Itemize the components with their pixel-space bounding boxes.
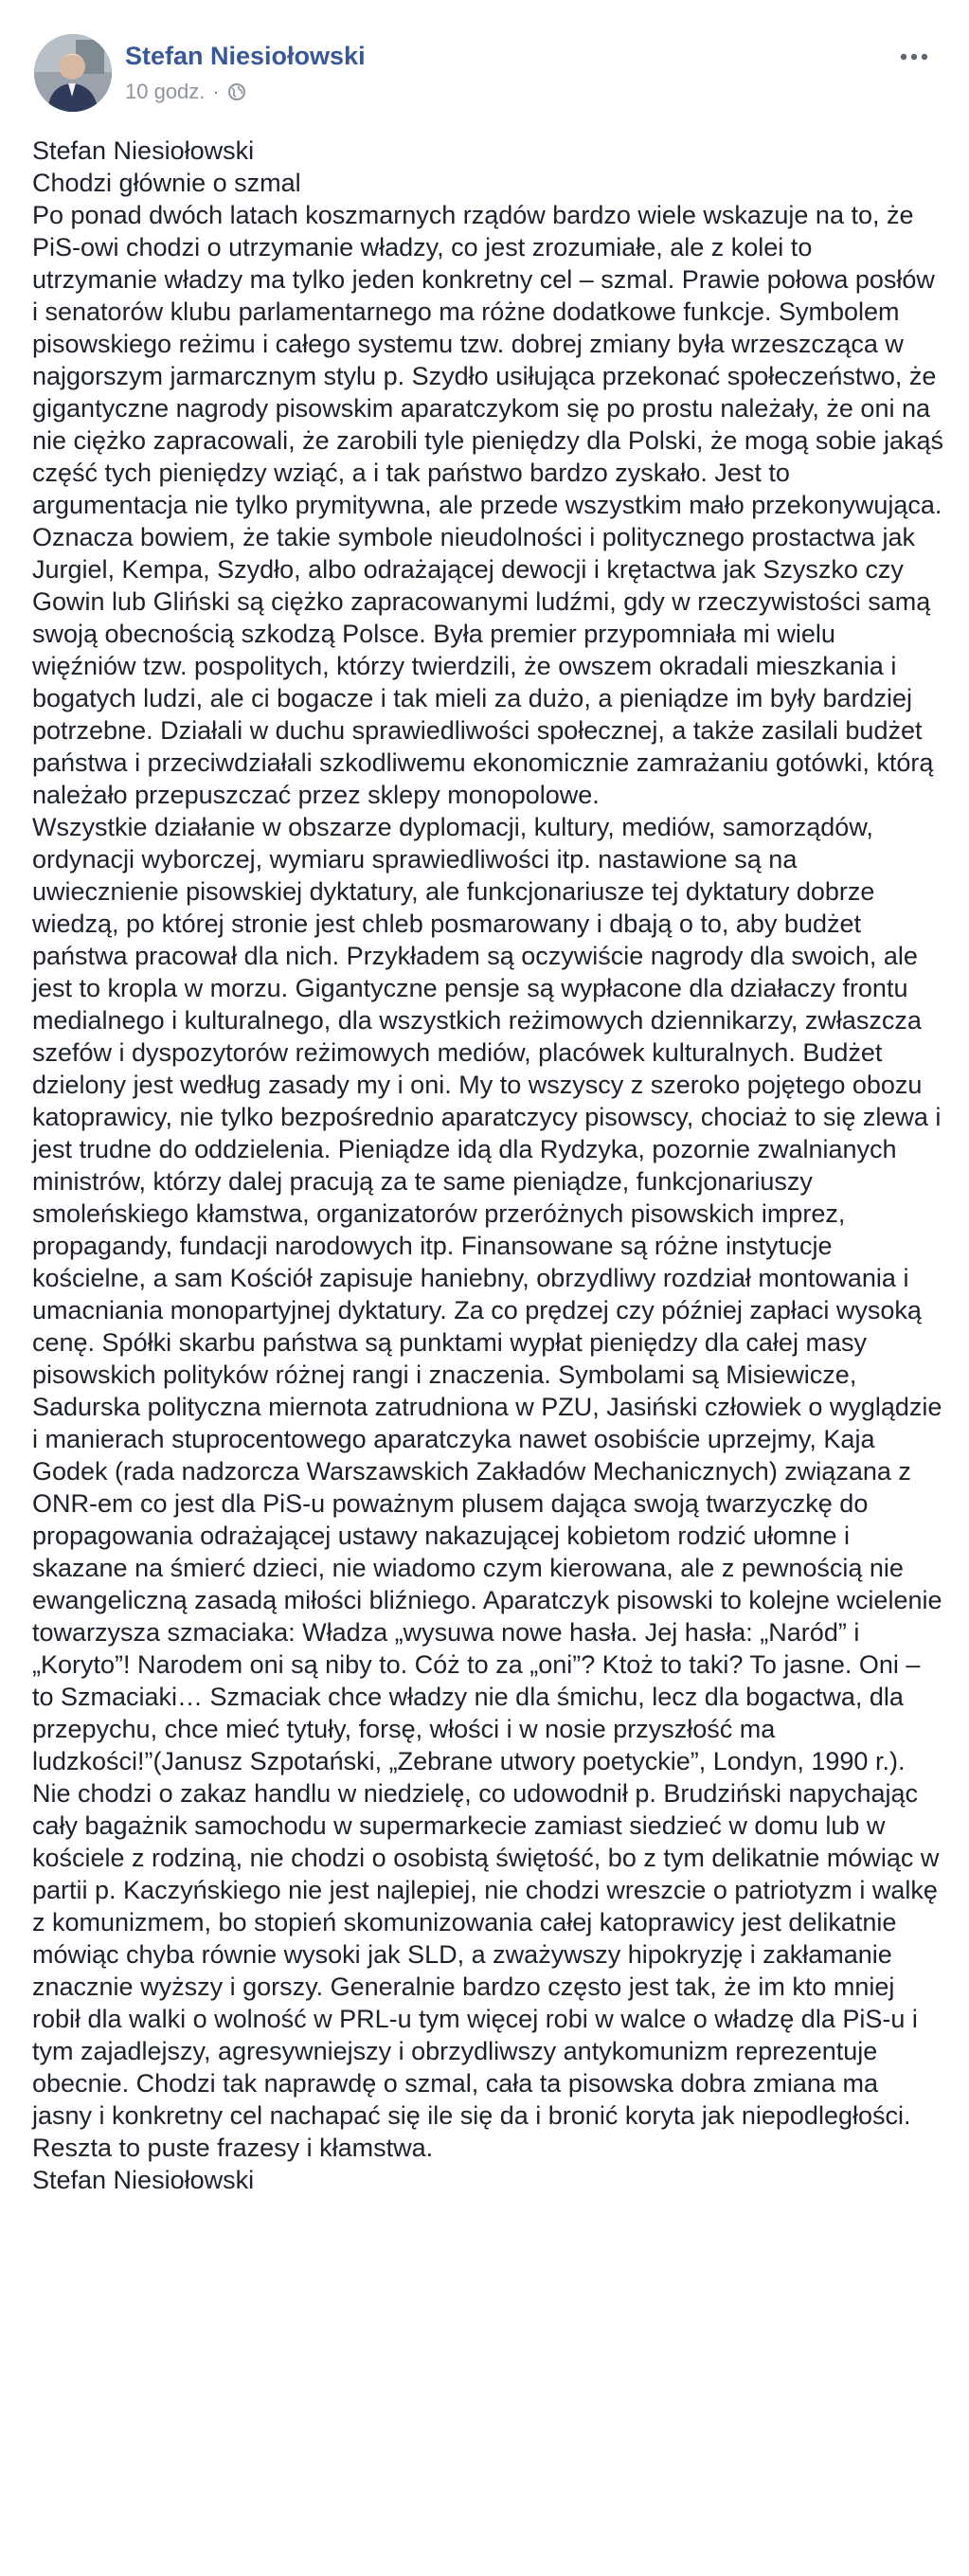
post-body (32, 135, 943, 2196)
post-meta (125, 80, 246, 104)
author-name-link[interactable]: Stefan Niesiołowski (125, 42, 366, 70)
globe-icon[interactable] (227, 82, 246, 101)
post-paragraph-1: Po ponad dwóch latach koszmarnych rządów bardzo wiele wskazuje na to, że PiS-owi chodzi o utrzymanie władzy, co jest zrozumiałe, ale z kolei to utrzymanie władzy ma tylko jeden konkretny cel – szmal. Prawie połowa posłów i senatorów klubu parlamentarnego ma różne dodatkowe funkcje. Symbolem pisowskiego reżimu i całego systemu tzw. dobrej zmiany była wrzeszcząca w najgorszym jarmarcznym stylu p. Szydło usiłująca przekonać społeczeństwo, że gigantyczne nagrody pisowskim aparatczykom się po prostu należały, że oni na nie ciężko zapracowali, że zarobili tyle pieniędzy dla Polski, że mogą sobie jakąś część tych pieniędzy wziąć, a i tak państwo bardzo zyskało. Jest to argumentacja nie tylko prymitywna, ale przede wszystkim mało przekonywująca. Oznacza bowiem, że takie symbole nieudolności i politycznego prostactwa jak Jurgiel, Kempa, Szydło, albo odrażającej dewocji i krętactwa jak Szyszko czy Gowin lub Gliński są ciężko zapracowanymi ludźmi, gdy w rzeczywistości samą swoją obecnością szkodzą Polsce. Była premier przypomniała mi wielu więźniów tzw. pospolitych, którzy twierdzili, że owszem okradali mieszkania i bogatych ludzi, ale ci bogacze i tak mieli za dużo, a pieniądze im były bardziej potrzebne. Działali w duchu sprawiedliwości społecznej, a także zasilali budżet państwa i przeciwdziałali szkodliwemu ekonomicznie zamrażaniu gotówki, którą należało przepuszczać przez sklepy monopolowe. (32, 201, 943, 809)
avatar[interactable] (34, 34, 112, 112)
post-title: Chodzi głównie o szmal (32, 169, 301, 197)
avatar-photo (34, 34, 112, 112)
more-horizontal-icon (900, 53, 928, 61)
post-timestamp[interactable]: 10 godz. (125, 80, 206, 103)
post-header (34, 34, 935, 119)
post-paragraph-2: Wszystkie działanie w obszarze dyplomacji, kultury, mediów, samorządów, ordynacji wyborczej, wymiaru sprawiedliwości itp. nastawione są na uwiecznienie pisowskiej dyktatury, ale funkcjonariusze tej dyktatury dobrze wiedzą, po której stronie jest chleb posmarowany i dbają o to, aby budżet państwa pracował dla nich. Przykładem są oczywiście nagrody dla swoich, ale jest to kropla w morzu. Gigantyczne pensje są wypłacone dla działaczy frontu medialnego i kulturalnego, dla wszystkich reżimowych dziennikarzy, zwłaszcza szefów i dyspozytorów reżimowych mediów, placówek kulturalnych. Budżet dzielony jest według zasady my i oni. My to wszyscy z szeroko pojętego obozu katoprawicy, nie tylko bezpośrednio aparatczycy pisowscy, chociaż to się zlewa i jest trudne do oddzielenia. Pieniądze idą dla Rydzyka, pozornie zwalnianych ministrów, którzy dalej pracują za te same pieniądze, funkcjonariuszy smoleńskiego kłamstwa, organizatorów przeróżnych pisowskich imprez, propagandy, fundacji narodowych itp. Finansowane są różne instytucje kościelne, a sam Kościół zapisuje haniebny, obrzydliwy rozdział montowania i umacniania monopartyjnej dyktatury. Za co prędzej czy później zapłaci wysoką cenę. Spółki skarbu państwa są punktami wypłat pieniędzy dla całej masy pisowskich polityków różnej rangi i znaczenia. Symbolami są Misiewicze, Sadurska polityczna miernota zatrudniona w PZU, Jasiński człowiek o wyglądzie i manierach stuprocentowego aparatczyka nawet osobiście uprzejmy, Kaja Godek (rada nadzorcza Warszawskich Zakładów Mechanicznych) związana z ONR-em co jest dla PiS-u poważnym plusem dająca swoją twarzyczkę do propagowania odrażającej ustawy nakazującej kobietom rodzić ułomne i skazane na śmierć dzieci, nie wiadomo czym kierowana, ale z pewnością nie ewangeliczną zasadą miłości bliźniego. Aparatczyk pisowski to kolejne wcielenie towarzysza szmaciaka: Władza „wysuwa nowe hasła. Jej hasła: „Naród” i „Koryto”! Narodem oni są niby to. Cóż to za „oni”? Ktoż to taki? To jasne. Oni – to Szmaciaki… Szmaciak chce władzy nie dla śmichu, lecz dla bogactwa, dla przepychu, chce mieć tytuły, forsę, włości i w nosie przyszłość ma ludzkości!”(Janusz Szpotański, „Zebrane utwory poetyckie”, Londyn, 1990 r.). (32, 813, 942, 1775)
post-paragraph-3: Nie chodzi o zakaz handlu w niedzielę, co udowodnił p. Brudziński napychając cały bagażnik samochodu w supermarkecie zamiast siedzieć w domu lub w kościele z rodziną, nie chodzi o osobistą świętość, bo z tym delikatnie mówiąc w partii p. Kaczyńskiego nie jest najlepiej, nie chodzi wreszcie o patriotyzm i walkę z komunizmem, bo stopień skomunizowania całej katoprawicy jest delikatnie mówiąc chyba równie wysoki jak SLD, a zważywszy hipokryzję i zakłamanie znacznie wyższy i gorszy. Generalnie bardzo często jest tak, że im kto mniej robił dla walki o wolność w PRL-u tym więcej robi w walce o władzę dla PiS-u i tym zajadlejszy, agresywniejszy i obrzydliwszy antykomunizm reprezentuje obecnie. Chodzi tak naprawdę o szmal, cała ta pisowska dobra zmiana ma jasny i konkretny cel nachapać się ile się da i bronić koryta jak niepodległości. Reszta to puste frazesy i kłamstwa. (32, 1779, 940, 2162)
post-byline: Stefan Niesiołowski (32, 136, 255, 165)
meta-separator: · (212, 80, 220, 103)
post-signature: Stefan Niesiołowski (32, 2166, 255, 2194)
more-options-button[interactable] (893, 45, 935, 68)
